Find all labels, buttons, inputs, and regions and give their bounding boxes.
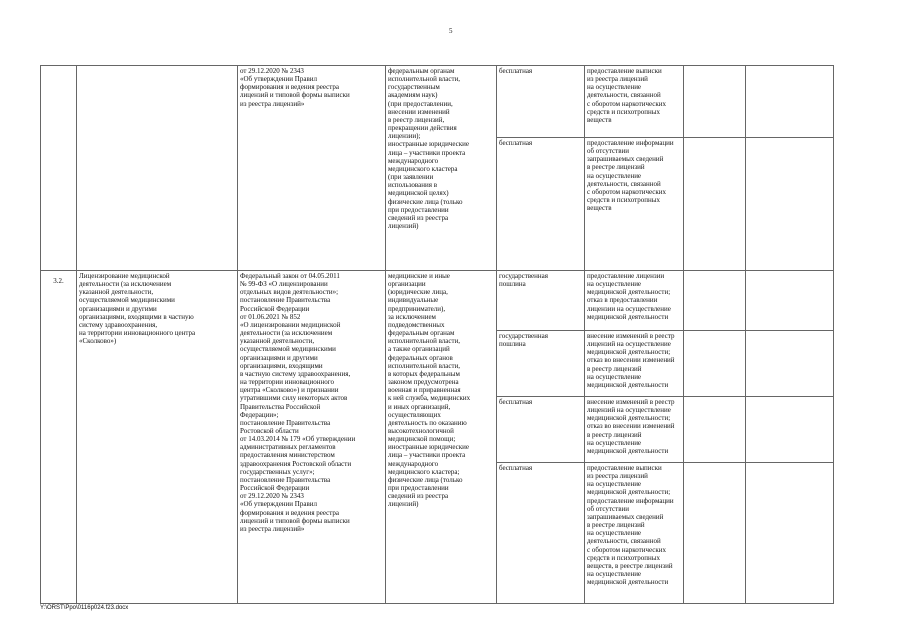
empty-cell	[746, 397, 834, 463]
fee-cell: государственная пошлина	[497, 331, 585, 397]
applicants: медицинские и иные организации (юридические лица, индивидуальные предприниматели), за исключением подведомственных федеральным органам исполнительной власти, а также организаций федеральных органов исполнительной власти, в которых федеральным законом предусмотрена военная и приравненная к ней служба, медицинских и иных организаций, осуществляющих деятельность по оказанию высокотехнологичной медицинской помощи; иностранные юридические лица – участники проекта международного медицинского кластера; физические лица (только при предоставлении сведений из реестра лицензий)	[386, 271, 497, 604]
applicants: федеральным органам исполнительной власти, государственным академиям наук) (при предоставлении, внесении изменений в реестр лицензий, прекращении действия лицензии); иностранные юридические лица – участники проекта международного медицинского кластера (при заявлении использования в медицинской целях) физические лица (только при предоставлении сведений из реестра лицензий)	[386, 66, 497, 271]
page-number: 5	[449, 27, 453, 35]
fee-cell: бесплатная	[497, 66, 585, 138]
service-name: Лицензирование медицинской деятельности (за исключением указанной деятельности, осуществляемой медицинскими организациями и другими организациями, входящими в частную систему здравоохранения, на территории инновационного центра «Сколково»)	[77, 271, 238, 604]
services-table	[40, 65, 834, 604]
empty-cell	[684, 138, 746, 271]
empty-cell	[746, 271, 834, 331]
empty-cell	[684, 271, 746, 331]
fee-cell: государственная пошлина	[497, 271, 585, 331]
empty-cell	[746, 66, 834, 138]
fee-cell: бесплатная	[497, 397, 585, 463]
footer-file-path: Y:\ORST\Ppo\0116p024.f23.docx	[40, 605, 129, 611]
empty-cell	[746, 331, 834, 397]
row-number: 3.2.	[41, 271, 77, 604]
legal-basis: Федеральный закон от 04.05.2011 № 99-ФЗ «О лицензировании отдельных видов деятельности»; постановление Правительства Российской Федерации от 01.06.2021 № 852 «О лицензировании медицинской деятельности (за исключением указанной деятельности, осуществляемой медицинскими организациями и другими организациями, входящими в частную систему здравоохранения, на территории инновационного центра «Сколково») и признании утратившими силу некоторых актов Правительства Российской Федерации»; постановление Правительства Ростовской области от 14.03.2014 № 179 «Об утверждении административных регламентов предоставления министерством здравоохранения Ростовской области государственных услуг»; постановление Правительства Российской Федерации от 29.12.2020 № 2343 «Об утверждении Правил формирования и ведения реестра лицензий и типовой формы выписки из реестра лицензий»	[238, 271, 386, 604]
result-cell: предоставление выписки из реестра лицензий на осуществление медицинской деятельности; предоставление информации об отсутствии запрашиваемых сведений в реестре лицензий на осуществление деятельности, связанной с оборотом наркотических средств и психотропных веществ, в реестре лицензий на осуществление медицинской деятельности	[585, 463, 684, 604]
empty-cell	[684, 331, 746, 397]
fee-cell: бесплатная	[497, 138, 585, 271]
empty-cell	[746, 463, 834, 604]
empty-cell	[684, 463, 746, 604]
table-row	[41, 271, 834, 331]
service-name	[77, 66, 238, 271]
result-cell: предоставление лицензии на осуществление медицинской деятельности; отказ в предоставлении лицензии на осуществление медицинской деятельности	[585, 271, 684, 331]
result-cell: внесение изменений в реестр лицензий на осуществление медицинской деятельности; отказ во внесении изменений в реестр лицензий на осуществление медицинской деятельности	[585, 397, 684, 463]
result-cell: внесение изменений в реестр лицензий на осуществление медицинской деятельности; отказ во внесении изменений в реестр лицензий на осуществление медицинской деятельности	[585, 331, 684, 397]
legal-basis: от 29.12.2020 № 2343 «Об утверждении Правил формирования и ведения реестра лицензий и типовой формы выписки из реестра лицензий»	[238, 66, 386, 271]
fee-cell: бесплатная	[497, 463, 585, 604]
result-cell: предоставление информации об отсутствии запрашиваемых сведений в реестре лицензий на осуществление деятельности, связанной с оборотом наркотических средств и психотропных веществ	[585, 138, 684, 271]
empty-cell	[684, 66, 746, 138]
empty-cell	[746, 138, 834, 271]
table-row	[41, 66, 834, 138]
result-cell: предоставление выписки из реестра лицензий на осуществление деятельности, связанной с оборотом наркотических средств и психотропных веществ	[585, 66, 684, 138]
empty-cell	[684, 397, 746, 463]
row-number	[41, 66, 77, 271]
